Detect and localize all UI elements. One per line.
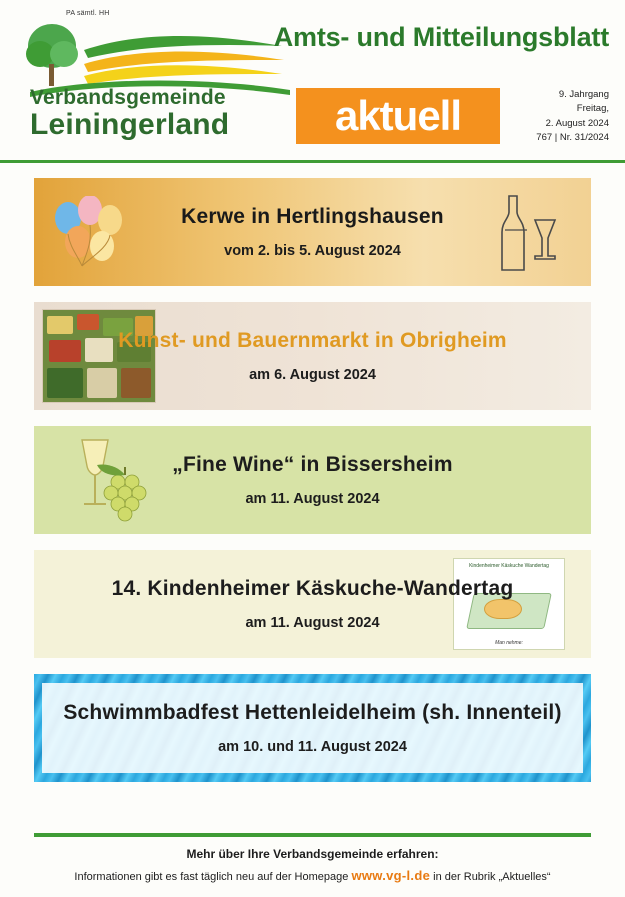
footer-info-mid: in der Rubrik — [433, 871, 496, 883]
logo-line-1: Verbandsgemeinde — [30, 86, 226, 109]
photo-caption-bottom: Man nehme: — [495, 639, 523, 646]
photo-caption-top: Kindenheimer Käskuche Wandertag — [469, 563, 549, 569]
footer-divider — [34, 833, 591, 837]
banner-kerwe[interactable] — [34, 178, 591, 286]
banner-fine-wine[interactable] — [34, 426, 591, 534]
banner-subtitle: am 11. August 2024 — [245, 615, 380, 631]
postal-note: PA sämtl. HH — [66, 10, 110, 17]
banner-title: 14. Kindenheimer Käskuche-Wandertag — [111, 577, 514, 600]
banner-schwimmbadfest[interactable] — [34, 674, 591, 782]
aktuell-badge — [296, 88, 500, 144]
footer-info-before: Informationen gibt es fast täglich neu auf der Homepage — [74, 871, 349, 883]
banner-subtitle: vom 2. bis 5. August 2024 — [224, 243, 401, 259]
banner-bauernmarkt[interactable] — [34, 302, 591, 410]
banner-subtitle: am 6. August 2024 — [249, 367, 376, 383]
banner-text — [34, 205, 591, 259]
banner-list — [0, 178, 625, 798]
issue-volume: 9. Jahrgang — [558, 89, 609, 100]
footer — [0, 833, 625, 897]
banner-text — [34, 701, 591, 755]
header-divider — [0, 160, 625, 163]
masthead-header — [0, 0, 625, 165]
banner-title: Kunst- und Bauernmarkt in Obrigheim — [118, 329, 507, 352]
logo-line-2: Leiningerland — [30, 108, 230, 141]
issue-weekday: Freitag, — [576, 103, 609, 115]
banner-title: „Fine Wine“ in Bissersheim — [172, 453, 453, 476]
footer-info-quote: „Aktuelles“ — [498, 871, 551, 883]
aktuell-label: aktuell — [334, 92, 462, 139]
homepage-link[interactable]: www.vg-l.de — [351, 868, 431, 883]
issue-date: 2. August 2024 — [545, 117, 609, 129]
issue-number: 767 | Nr. 31/2024 — [536, 131, 609, 143]
banner-title: Schwimmbadfest Hettenleidelheim (sh. Innenteil) — [63, 701, 562, 724]
footer-heading: Mehr über Ihre Verbandsgemeinde erfahren: — [186, 847, 439, 861]
banner-kaeskuche-wandertag[interactable] — [34, 550, 591, 658]
banner-title: Kerwe in Hertlingshausen — [181, 205, 444, 228]
issue-info — [499, 88, 609, 145]
banner-text — [34, 329, 591, 383]
banner-text — [34, 453, 591, 507]
banner-text — [34, 577, 591, 631]
footer-info — [0, 868, 625, 897]
banner-subtitle: am 11. August 2024 — [245, 491, 380, 507]
page-title: Amts- und Mitteilungsblatt — [273, 22, 609, 52]
banner-subtitle: am 10. und 11. August 2024 — [218, 739, 407, 755]
